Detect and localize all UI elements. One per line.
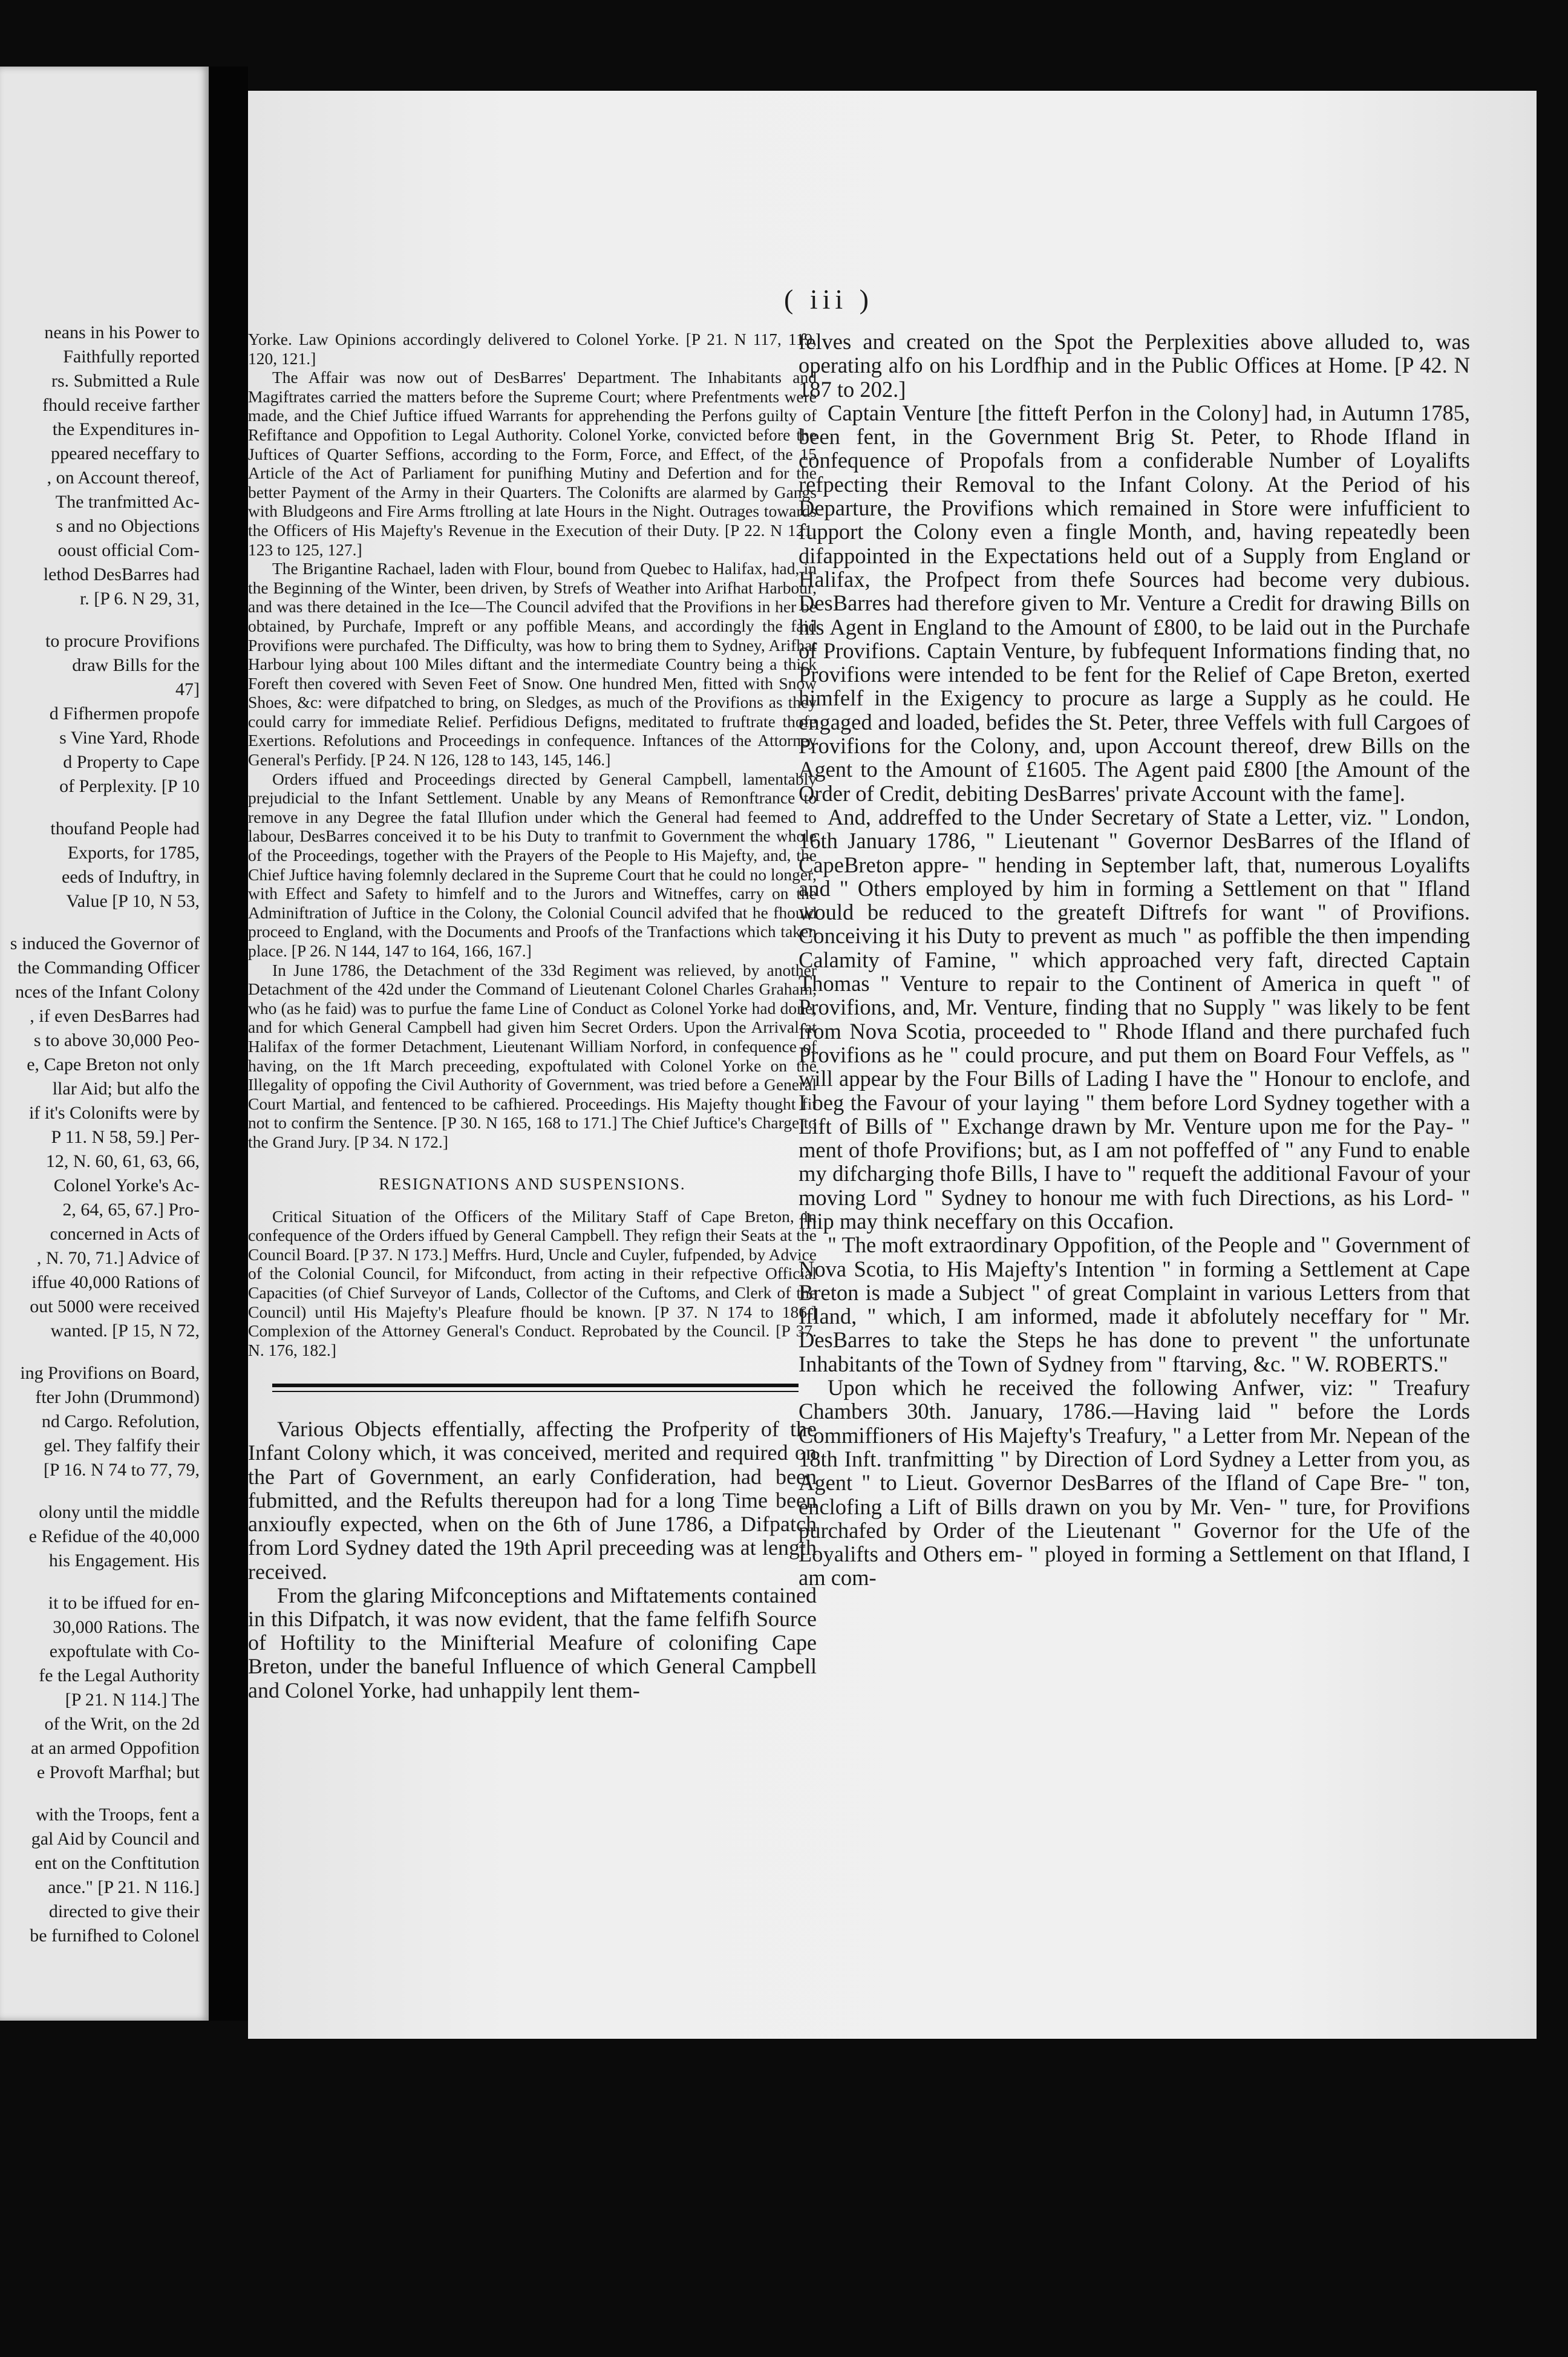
left-page-line: gel. They falfify their xyxy=(44,1436,200,1456)
left-page-line: wanted. [P 15, N 72, xyxy=(50,1321,200,1341)
left-page-line: lethod DesBarres had xyxy=(43,564,200,584)
resignations-paragraph: Critical Situation of the Officers of the Military Staff of Cape Breton, in confequence of the Orders iffued by General Campbell. They refign their Seats at the Council Board. [P 37. N 173.] Meffrs. Hurd, Uncle and Cuyler, fufpended, by Advice of the Colonial Council, for Mifconduct, from acting in their refpective Official Capacities (of Chief Surveyor of Lands, Collector of the Cuftoms, and Clerk of the Council) until His Majefty's Pleafure fhould be known. [P 37. N 174 to 186.] Complexion of the Attorney General's Conduct. Reprobated by the Council. [P 37. N. 176, 182.] xyxy=(248,1206,817,1359)
left-page-line: ance." [P 21. N 116.] xyxy=(48,1877,200,1897)
right-column xyxy=(799,330,1470,1590)
left-page-line: ing Provifions on Board, xyxy=(20,1363,200,1383)
body-paragraph: felves and created on the Spot the Perplexities above alluded to, was operating alfo on his Lordfhip and in the Public Offices at Home. [P 42. N 187 to 202.] xyxy=(799,329,1470,402)
line-gap xyxy=(0,1785,200,1803)
left-page-line: ooust official Com- xyxy=(57,540,200,560)
left-page-line: Colonel Yorke's Ac- xyxy=(53,1175,200,1195)
left-page-line: , if even DesBarres had xyxy=(30,1006,200,1026)
line-gap xyxy=(0,1482,200,1500)
left-page-line: 2, 64, 65, 67.] Pro- xyxy=(62,1200,200,1220)
left-page-line: gal Aid by Council and xyxy=(31,1829,200,1849)
left-page-line: out 5000 were received xyxy=(30,1296,200,1316)
line-gap xyxy=(0,1343,200,1361)
left-page-line: [P 21. N 114.] The xyxy=(65,1690,200,1710)
book-gutter xyxy=(209,67,248,2021)
left-page-line: Exports, for 1785, xyxy=(67,843,200,863)
left-page-line: fe the Legal Authority xyxy=(39,1666,200,1685)
left-page-line: concerned in Acts of xyxy=(50,1224,200,1244)
left-page-line: fter John (Drummond) xyxy=(35,1387,200,1407)
left-page-line: neans in his Power to xyxy=(44,322,200,342)
left-page-line: his Engagement. His xyxy=(48,1551,200,1571)
left-page-line: nces of the Infant Colony xyxy=(15,982,200,1002)
left-page-line: iffue 40,000 Rations of xyxy=(31,1272,200,1292)
left-page-line: thoufand People had xyxy=(50,819,200,839)
left-page-line: to procure Provifions xyxy=(45,631,200,651)
left-page-line: s and no Objections xyxy=(56,516,200,536)
line-gap xyxy=(0,914,200,932)
left-page-line: be furnifhed to Colonel xyxy=(30,1926,200,1946)
left-page-line: the Commanding Officer xyxy=(17,958,200,978)
left-page-line: r. [P 6. N 29, 31, xyxy=(79,589,200,609)
answer-paragraph: Upon which he received the following Anfwer, viz: " Treafury Chambers 30th. January, 1786.—Having laid " before the Lords Commiffioners of His Majefty's Treafury, " a Letter from Mr. Nepean of the 18th Inft. tranfmitting " by Direction of Lord Sydney a Letter from you, as Agent " to Lieut. Governor DesBarres of the Ifland of Cape Bre- " ton, enclofing a Lift of Bills drawn on you by Mr. Ven- " ture, for Provifions purchafed by Order of the Lieutenant " Governor for the Ufe of the Loyalifts and Others em- " ployed in forming a Settlement on that Ifland, I am com- xyxy=(799,1375,1470,1590)
left-page-line: ppeared neceffary to xyxy=(51,443,200,463)
left-page-line: draw Bills for the xyxy=(72,655,200,675)
left-column xyxy=(248,330,817,1702)
left-page-line: P 11. N 58, 59.] Per- xyxy=(51,1127,200,1147)
left-page-line: d Property to Cape xyxy=(63,752,200,772)
left-page-line: 30,000 Rations. The xyxy=(53,1617,200,1637)
left-page-line: Faithfully reported xyxy=(63,347,200,367)
section-divider-rule xyxy=(272,1384,799,1392)
body-paragraph: Captain Venture [the fitteft Perfon in the Colony] had, in Autumn 1785, been fent, in the Government Brig St. Peter, to Rhode Ifland in confequence of Propofals from a confiderable Number of Loyalifts refpecting their Removal to the Infant Colony. At the Period of his Departure, the Provifions which remained in Store were infufficient to fupport the Colony even a fingle Month, and, having repeatedly been difappointed in the Expectations held out of a Supply from England or Halifax, the Profpect from thefe Sources had become very dubious. DesBarres had therefore given to Mr. Venture a Credit for drawing Bills on his Agent in England to the Amount of £800, to be laid out in the Purchafe of Provifions. Captain Venture, by fubfequent Informations finding that, no Provifions were intended to be fent for the Relief of Cape Breton, exerted himfelf in the Exigency to procure as large a Supply as he could. He engaged and loaded, befides the St. Peter, three Veffels with full Cargoes of Provifions for the Colony, and, upon Account thereof, drew Bills on the Agent to the Amount of £1605. The Agent paid £800 [the Amount of the Order of Credit, debiting DesBarres' private Account with the fame]. xyxy=(799,400,1470,806)
left-page-line: 12, N. 60, 61, 63, 66, xyxy=(45,1151,200,1171)
left-page-line: s Vine Yard, Rhode xyxy=(59,728,200,748)
left-page-line: eeds of Induftry, in xyxy=(62,867,200,887)
left-page-line: rs. Submitted a Rule xyxy=(51,371,200,391)
line-gap xyxy=(0,611,200,629)
summary-paragraph: The Brigantine Rachael, laden with Flour, bound from Quebec to Halifax, had, in the Beginning of the Winter, been driven, by Strefs of Weather into Arifhat Harbour, and was there detained in the Ice—The Council advifed that the Provifions in her be obtained, by Purchafe, Impreft or any poffible Means, and accordingly the faid Provifions were purchafed. The Difficulty, was how to bring them to Sydney, Arifhat Harbour lying about 100 Miles diftant and the intermediate Country being a thick Foreft then covered with Seven Feet of Snow. One hundred Men, fitted with Snow Shoes, &c: were difpatched to bring, on Sledges, as much of the Provifions as they could carry for immediate Relief. Perfidious Defigns, meditated to fruftrate thofe Exertions. Refolutions and Proceedings in confequence. Inftances of the Attorney General's Perfidy. [P 24. N 126, 128 to 143, 145, 146.] xyxy=(248,559,817,770)
left-page-line: Value [P 10, N 53, xyxy=(66,891,200,911)
left-page-line: s induced the Governor of xyxy=(10,933,200,953)
page-number: ( iii ) xyxy=(784,284,874,315)
left-page-line: ent on the Conftitution xyxy=(34,1853,200,1873)
left-page-line: e, Cape Breton not only xyxy=(27,1054,200,1074)
body-paragraph: Various Objects effentially, affecting the Profperity of the Infant Colony which, it was conceived, merited and required on the Part of Government, an early Confideration, had been fubmitted, and the Refults thereupon had for a long Time been anxioufly expected, when on the 6th of June 1786, a Difpatch from Lord Sydney dated the 19th April preceeding was at length received. xyxy=(248,1417,817,1584)
left-page-line: , N. 70, 71.] Advice of xyxy=(36,1248,200,1268)
left-page-line: with the Troops, fent a xyxy=(36,1805,200,1825)
left-page-line: of the Writ, on the 2d xyxy=(44,1714,200,1734)
left-page-line: directed to give their xyxy=(48,1901,200,1921)
summary-paragraph: Yorke. Law Opinions accordingly delivered to Colonel Yorke. [P 21. N 117, 119, 120, 121.] xyxy=(248,330,817,368)
left-page-line: e Provoft Marfhal; but xyxy=(36,1762,200,1782)
line-gap xyxy=(0,799,200,817)
summary-paragraph: In June 1786, the Detachment of the 33d Regiment was relieved, by another Detachment of the 42d under the Command of Lieutenant Colonel Charles Graham, who (as he faid) was to purfue the fame Line of Conduct as Colonel Yorke had done, and for which General Campbell had given him Secret Orders. Upon the Arrival at Halifax of the former Detachment, Lieutenant William Norford, in confequence of having, on the 1ft March preceeding, expoftulated with Colonel Yorke on the Illegality of oppofing the Civil Authority of Government, was tried before a General Court Martial, and fentenced to be cafhiered. Proceedings. His Majefty thought fit not to confirm the Sentence. [P 30. N 165, 168 to 171.] The Chief Juftice's Charge to the Grand Jury. [P 34. N 172.] xyxy=(248,960,817,1151)
letter-paragraph: And, addreffed to the Under Secretary of State a Letter, viz. " London, 16th January 1786, " Lieutenant " Governor DesBarres of the Ifland of CapeBreton appre- " hending in September laft, that, numerous Loyalifts and " Others employed by him in forming a Settlement on that " Ifland would be reduced to the greateft Diftrefs for want " of Provifions. Conceiving it his Duty to prevent as much " as poffible the then impending Calamity of Famine, " which approached very faft, directed Captain Thomas " Venture to repair to the Continent of America in queft " of Provifions, and, Mr. Venture, finding that no Supply " was likely to be fent from Nova Scotia, proceeded to " Rhode Ifland and there purchafed fuch Provifions as he " could procure, and put them on Board Four Veffels, as " will appear by the Four Bills of Lading I have the " Honour to enclofe, and I beg the Favour of your laying " them before Lord Sydney together with a Lift of Bills of " Exchange drawn by Mr. Venture upon me for the Pay- " ment of thofe Provifions; but, as I am not poffeffed of " any Fund to enable my difcharging thofe Bills, I have to " requeft the additional Favour of your moving Lord " Sydney to honour me with fuch Directions, as his Lord- " fhip may think neceffary on this Occafion. xyxy=(799,804,1470,1234)
left-page-text-column xyxy=(0,321,200,1948)
left-page-line: e Refidue of the 40,000 xyxy=(28,1526,200,1546)
left-page-line: d Fifhermen propofe xyxy=(49,704,200,724)
left-page-line: The tranfmitted Ac- xyxy=(55,492,200,512)
summary-paragraph: The Affair was now out of DesBarres' Department. The Inhabitants and Magiftrates carried the matters before the Supreme Court; where Prefentments were made, and the Chief Juftice iffued Warrants for apprehending the Perfons guilty of Refiftance and Oppofition to Legal Authority. Colonel Yorke, convicted before the Juftices of Quarter Seffions, according to the Form, Force, and Effect, of the 15 Article of the Act of Parliament for punifhing Mutiny and Defertion and for the better Payment of the Army in their Quarters. The Colonifts are alarmed by Gangs with Bludgeons and Fire Arms ftrolling at late Hours in the Night. Outrages towards the Officers of His Majefty's Revenue in the Execution of their Duty. [P 22. N 121, 123 to 125, 127.] xyxy=(248,368,817,559)
left-page-fragment xyxy=(0,67,209,2021)
left-page-line: , on Account thereof, xyxy=(47,468,200,488)
left-page-line: olony until the middle xyxy=(39,1502,200,1522)
section-heading: RESIGNATIONS AND SUSPENSIONS. xyxy=(379,1174,686,1193)
left-page-line: fhould receive farther xyxy=(42,395,200,415)
letter-paragraph: " The moft extraordinary Oppofition, of the People and " Government of Nova Scotia, to His Majefty's Intention " in forming a Settlement at Cape Breton is made a Subject " of great Complaint in various Letters from that Ifland, " which, I am informed, made it abfolutely neceffary for " Mr. DesBarres to take the Steps he has done to prevent " the unfortunate Inhabitants of the Town of Sydney from " ftarving, &c. " W. ROBERTS." xyxy=(799,1232,1470,1376)
left-page-line: [P 16. N 74 to 77, 79, xyxy=(43,1460,200,1480)
left-page-line: nd Cargo. Refolution, xyxy=(41,1411,200,1431)
right-page xyxy=(248,91,1537,2039)
resignations-block xyxy=(248,1207,817,1360)
left-page-line: llar Aid; but alfo the xyxy=(52,1079,200,1099)
right-column-text xyxy=(799,330,1470,1590)
summary-paragraphs xyxy=(248,330,817,1152)
left-page-line: at an armed Oppofition xyxy=(30,1738,200,1758)
left-page-line: 47] xyxy=(175,679,200,699)
left-page-line: it to be iffued for en- xyxy=(48,1593,200,1613)
summary-paragraph: Orders iffued and Proceedings directed by General Campbell, lamentably prejudicial to the Infant Settlement. Unable by any Means of Remonftrance to remove in any Degree the fatal Illufion under which the General had feemed to labour, DesBarres conceived it to be his Duty to tranfmit to Government the whole of the Proceedings, together with the Prayers of the People to His Majefty, and, the Chief Juftice having folemnly declared in the Supreme Court that he could no longer, with Effect and Safety to himfelf and to the Jurors and Witneffes, carry on the Adminiftration of Juftice in the Colony, the Colonial Council advifed that he fhould proceed to England, with the Documents and Proofs of the Tranfactions which taken place. [P 26. N 144, 147 to 164, 166, 167.] xyxy=(248,769,817,960)
left-page-line: s to above 30,000 Peo- xyxy=(33,1030,200,1050)
line-gap xyxy=(0,1573,200,1591)
left-page-line: the Expenditures in- xyxy=(52,419,200,439)
left-page-line: expoftulate with Co- xyxy=(49,1641,200,1661)
body-paragraph: From the glaring Mifconceptions and Miftatements contained in this Difpatch, it was now evident, that the fame felfifh Source of Hoftility to the Minifterial Meafure of colonifing Cape Breton, under the baneful Influence of which General Campbell and Colonel Yorke, had unhappily lent them- xyxy=(248,1583,817,1702)
left-page-line: of Perplexity. [P 10 xyxy=(59,776,200,796)
left-page-line: if it's Colonifts were by xyxy=(28,1103,200,1123)
body-paragraphs xyxy=(248,1417,817,1702)
